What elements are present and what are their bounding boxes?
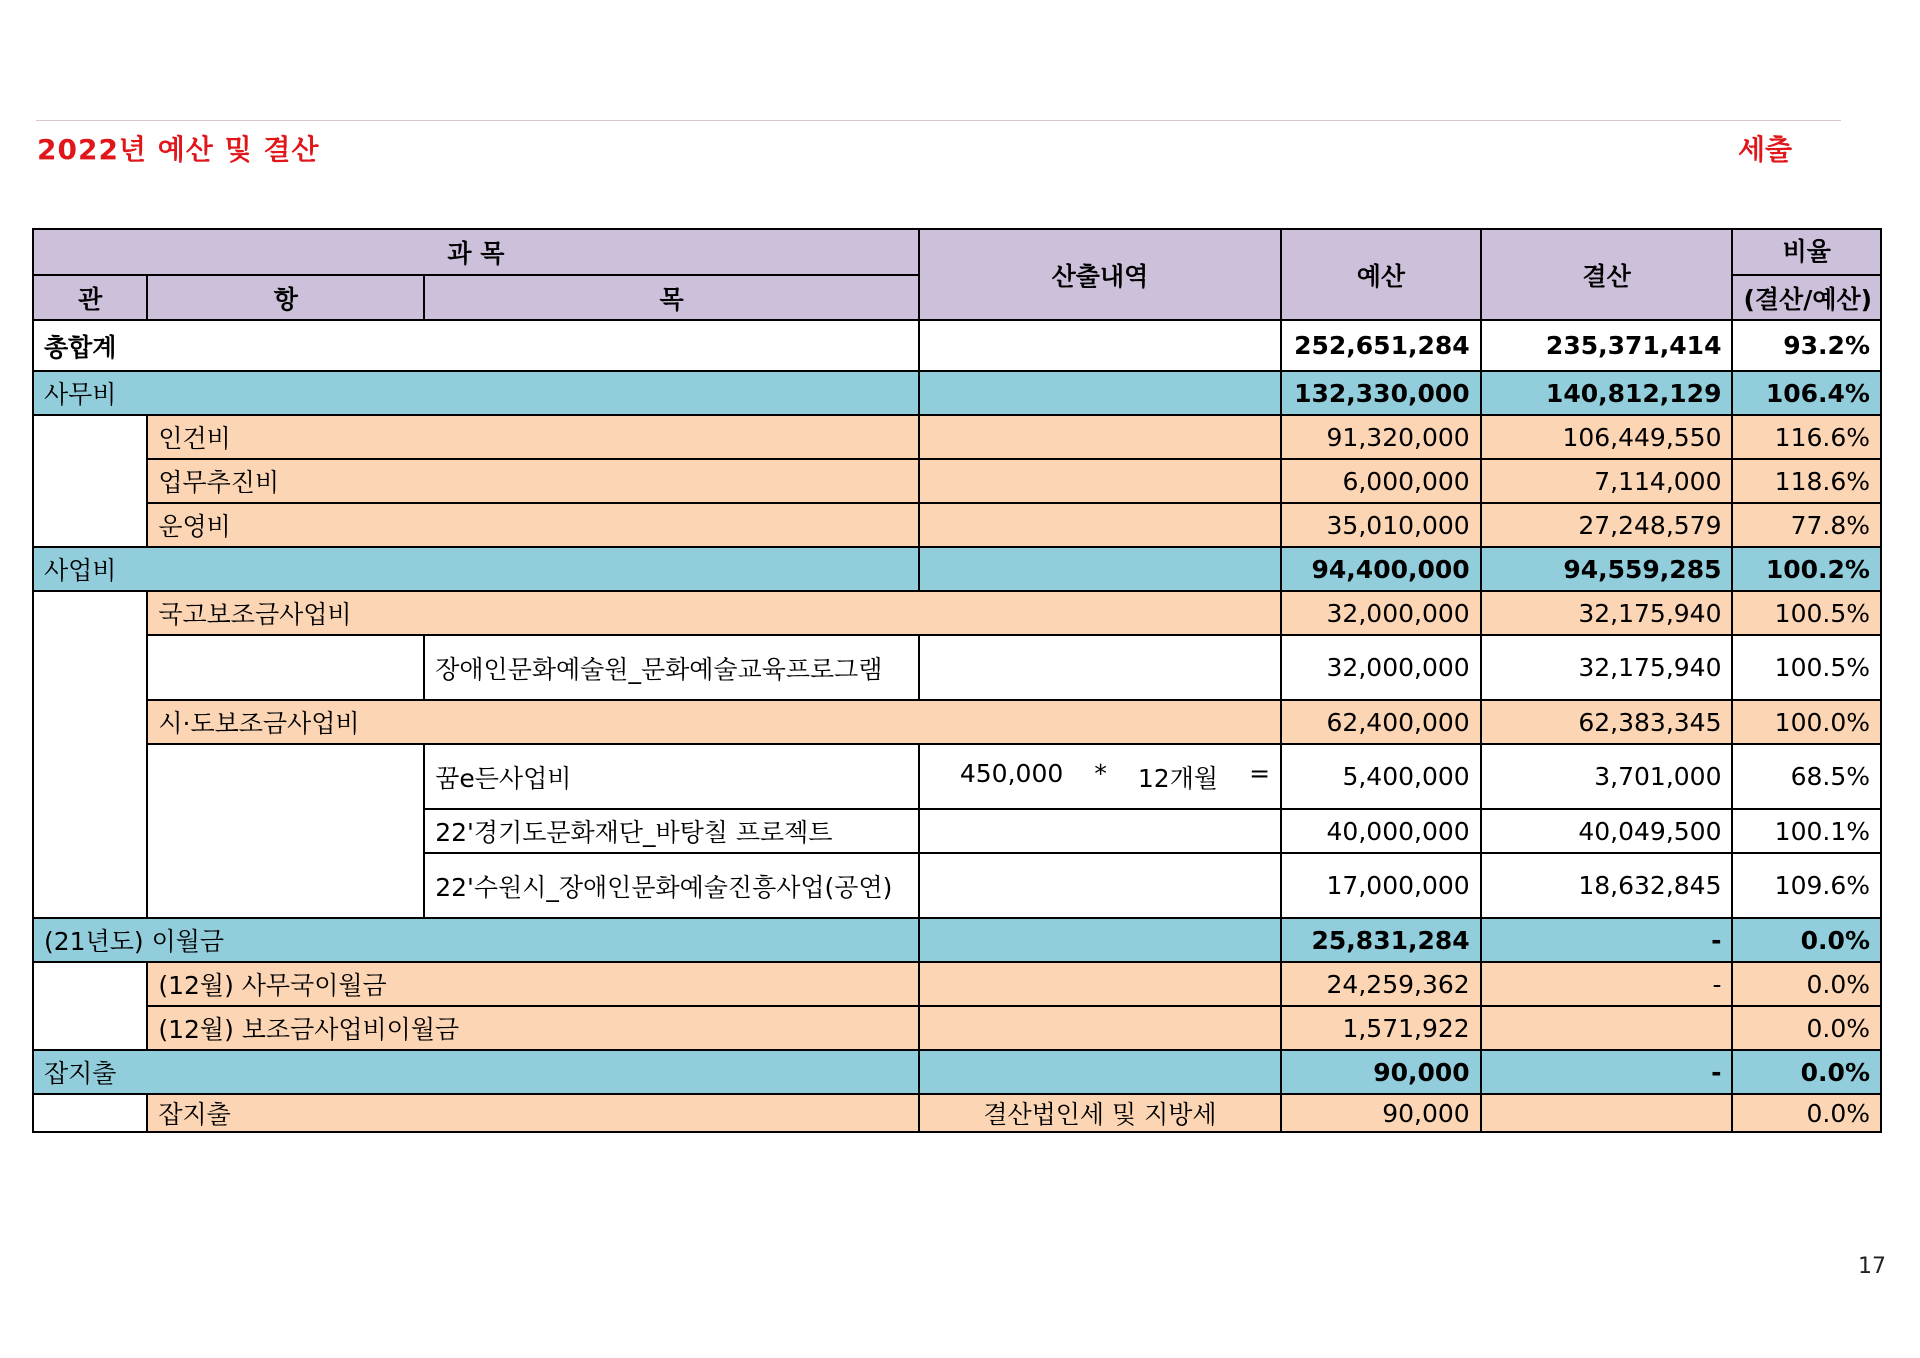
header-mok: 목 xyxy=(424,275,919,320)
indent-cell xyxy=(33,459,147,503)
suwon-item-budget: 17,000,000 xyxy=(1281,853,1481,918)
project-ratio: 100.2% xyxy=(1732,547,1881,591)
header-budget: 예산 xyxy=(1281,229,1481,320)
indent-cell xyxy=(33,415,147,459)
personnel-budget: 91,320,000 xyxy=(1281,415,1481,459)
indent-cell xyxy=(33,962,147,1006)
misc-item-label: 잡지출 xyxy=(147,1094,919,1132)
misc-settlement: - xyxy=(1481,1050,1733,1094)
suwon-item-label: 22'수원시_장애인문화예술진흥사업(공연) xyxy=(424,853,919,918)
carryover-budget: 25,831,284 xyxy=(1281,918,1481,962)
header-gwan: 관 xyxy=(33,275,147,320)
total-budget: 252,651,284 xyxy=(1281,320,1481,371)
dream-item-budget: 5,400,000 xyxy=(1281,744,1481,809)
misc-label: 잡지출 xyxy=(33,1050,919,1094)
operation-budget: 35,010,000 xyxy=(1281,503,1481,547)
office-ratio: 106.4% xyxy=(1732,371,1881,415)
project-label: 사업비 xyxy=(33,547,919,591)
misc-calc xyxy=(919,1050,1281,1094)
dream-item-label: 꿈e든사업비 xyxy=(424,744,919,809)
total-row xyxy=(33,320,1881,371)
subsidy-carryover-settlement xyxy=(1481,1006,1733,1050)
business-promo-settlement: 7,114,000 xyxy=(1481,459,1733,503)
item-row-misc xyxy=(33,1094,1881,1132)
indent-cell xyxy=(147,635,424,700)
budget-table xyxy=(32,228,1882,1133)
category-row-project xyxy=(33,547,1881,591)
national-subsidy-label: 국고보조금사업비 xyxy=(147,591,1281,635)
national-subsidy-item-settlement: 32,175,940 xyxy=(1481,635,1733,700)
carryover-settlement: - xyxy=(1481,918,1733,962)
provincial-subsidy-ratio: 100.0% xyxy=(1732,700,1881,744)
national-subsidy-item-calc xyxy=(919,635,1281,700)
national-subsidy-settlement: 32,175,940 xyxy=(1481,591,1733,635)
project-settlement: 94,559,285 xyxy=(1481,547,1733,591)
indent-cell xyxy=(33,853,147,918)
item-row-personnel xyxy=(33,415,1881,459)
top-divider xyxy=(36,120,1841,121)
section-label: 세출 xyxy=(1738,133,1793,166)
personnel-calc xyxy=(919,415,1281,459)
suwon-item-settlement: 18,632,845 xyxy=(1481,853,1733,918)
project-budget: 94,400,000 xyxy=(1281,547,1481,591)
office-settlement: 140,812,129 xyxy=(1481,371,1733,415)
business-promo-label: 업무추진비 xyxy=(147,459,919,503)
dream-calc-amount: 450,000 xyxy=(959,758,1064,788)
national-subsidy-item-label: 장애인문화예술원_문화예술교육프로그램 xyxy=(424,635,919,700)
total-settlement: 235,371,414 xyxy=(1481,320,1733,371)
total-calc xyxy=(919,320,1281,371)
detail-row-suwon xyxy=(33,853,1881,918)
item-row-provincial-subsidy xyxy=(33,700,1881,744)
national-subsidy-budget: 32,000,000 xyxy=(1281,591,1481,635)
indent-cell xyxy=(33,700,147,744)
business-promo-budget: 6,000,000 xyxy=(1281,459,1481,503)
operation-calc xyxy=(919,503,1281,547)
dream-calc-eq: = xyxy=(1249,758,1271,788)
detail-row-national-subsidy xyxy=(33,635,1881,700)
operation-ratio: 77.8% xyxy=(1732,503,1881,547)
header-calculation: 산출내역 xyxy=(919,229,1281,320)
page-number: 17 xyxy=(1858,1254,1886,1279)
misc-budget: 90,000 xyxy=(1281,1050,1481,1094)
subsidy-carryover-label: (12월) 보조금사업비이월금 xyxy=(147,1006,919,1050)
item-row-business-promo xyxy=(33,459,1881,503)
personnel-label: 인건비 xyxy=(147,415,919,459)
subsidy-carryover-ratio: 0.0% xyxy=(1732,1006,1881,1050)
indent-cell xyxy=(33,1006,147,1050)
gyeonggi-item-label: 22'경기도문화재단_바탕칠 프로젝트 xyxy=(424,809,919,853)
indent-cell xyxy=(147,809,424,853)
office-carryover-calc xyxy=(919,962,1281,1006)
gyeonggi-item-budget: 40,000,000 xyxy=(1281,809,1481,853)
detail-row-dream xyxy=(33,744,1881,809)
indent-cell xyxy=(147,744,424,809)
national-subsidy-item-ratio: 100.5% xyxy=(1732,635,1881,700)
personnel-ratio: 116.6% xyxy=(1732,415,1881,459)
project-calc xyxy=(919,547,1281,591)
total-ratio: 93.2% xyxy=(1732,320,1881,371)
dream-item-ratio: 68.5% xyxy=(1732,744,1881,809)
office-budget: 132,330,000 xyxy=(1281,371,1481,415)
indent-cell xyxy=(33,503,147,547)
misc-item-calc: 결산법인세 및 지방세 xyxy=(919,1094,1281,1132)
misc-item-budget: 90,000 xyxy=(1281,1094,1481,1132)
office-carryover-label: (12월) 사무국이월금 xyxy=(147,962,919,1006)
gyeonggi-item-calc xyxy=(919,809,1281,853)
indent-cell xyxy=(33,635,147,700)
provincial-subsidy-budget: 62,400,000 xyxy=(1281,700,1481,744)
office-label: 사무비 xyxy=(33,371,919,415)
header-subject: 과 목 xyxy=(33,229,919,275)
personnel-settlement: 106,449,550 xyxy=(1481,415,1733,459)
dream-calc-months: 12개월 xyxy=(1137,763,1219,793)
dream-item-calc xyxy=(919,744,1281,809)
category-row-misc xyxy=(33,1050,1881,1094)
misc-item-ratio: 0.0% xyxy=(1732,1094,1881,1132)
item-row-national-subsidy xyxy=(33,591,1881,635)
misc-ratio: 0.0% xyxy=(1732,1050,1881,1094)
subsidy-carryover-calc xyxy=(919,1006,1281,1050)
gyeonggi-item-ratio: 100.1% xyxy=(1732,809,1881,853)
operation-label: 운영비 xyxy=(147,503,919,547)
header-row-1 xyxy=(33,229,1881,275)
national-subsidy-ratio: 100.5% xyxy=(1732,591,1881,635)
misc-item-settlement xyxy=(1481,1094,1733,1132)
category-row-carryover xyxy=(33,918,1881,962)
provincial-subsidy-label: 시·도보조금사업비 xyxy=(147,700,1281,744)
gyeonggi-item-settlement: 40,049,500 xyxy=(1481,809,1733,853)
provincial-subsidy-settlement: 62,383,345 xyxy=(1481,700,1733,744)
indent-cell xyxy=(147,853,424,918)
national-subsidy-item-budget: 32,000,000 xyxy=(1281,635,1481,700)
indent-cell xyxy=(33,744,147,809)
carryover-ratio: 0.0% xyxy=(1732,918,1881,962)
header-settlement: 결산 xyxy=(1481,229,1733,320)
carryover-label: (21년도) 이월금 xyxy=(33,918,919,962)
indent-cell xyxy=(33,1094,147,1132)
item-row-subsidy-carryover xyxy=(33,1006,1881,1050)
header-ratio-bottom: (결산/예산) xyxy=(1732,275,1881,320)
dream-item-settlement: 3,701,000 xyxy=(1481,744,1733,809)
indent-cell xyxy=(33,591,147,635)
dream-calc-op: * xyxy=(1094,758,1107,788)
page-title: 2022년 예산 및 결산 xyxy=(37,133,320,166)
item-row-office-carryover xyxy=(33,962,1881,1006)
operation-settlement: 27,248,579 xyxy=(1481,503,1733,547)
item-row-operation xyxy=(33,503,1881,547)
office-carryover-budget: 24,259,362 xyxy=(1281,962,1481,1006)
indent-cell xyxy=(33,809,147,853)
office-carryover-ratio: 0.0% xyxy=(1732,962,1881,1006)
suwon-item-ratio: 109.6% xyxy=(1732,853,1881,918)
category-row-office xyxy=(33,371,1881,415)
business-promo-calc xyxy=(919,459,1281,503)
detail-row-gyeonggi xyxy=(33,809,1881,853)
office-carryover-settlement: - xyxy=(1481,962,1733,1006)
total-label: 총합계 xyxy=(33,320,919,371)
header-ratio-top: 비율 xyxy=(1732,229,1881,275)
suwon-item-calc xyxy=(919,853,1281,918)
subsidy-carryover-budget: 1,571,922 xyxy=(1281,1006,1481,1050)
header-hang: 항 xyxy=(147,275,424,320)
carryover-calc xyxy=(919,918,1281,962)
business-promo-ratio: 118.6% xyxy=(1732,459,1881,503)
office-calc xyxy=(919,371,1281,415)
